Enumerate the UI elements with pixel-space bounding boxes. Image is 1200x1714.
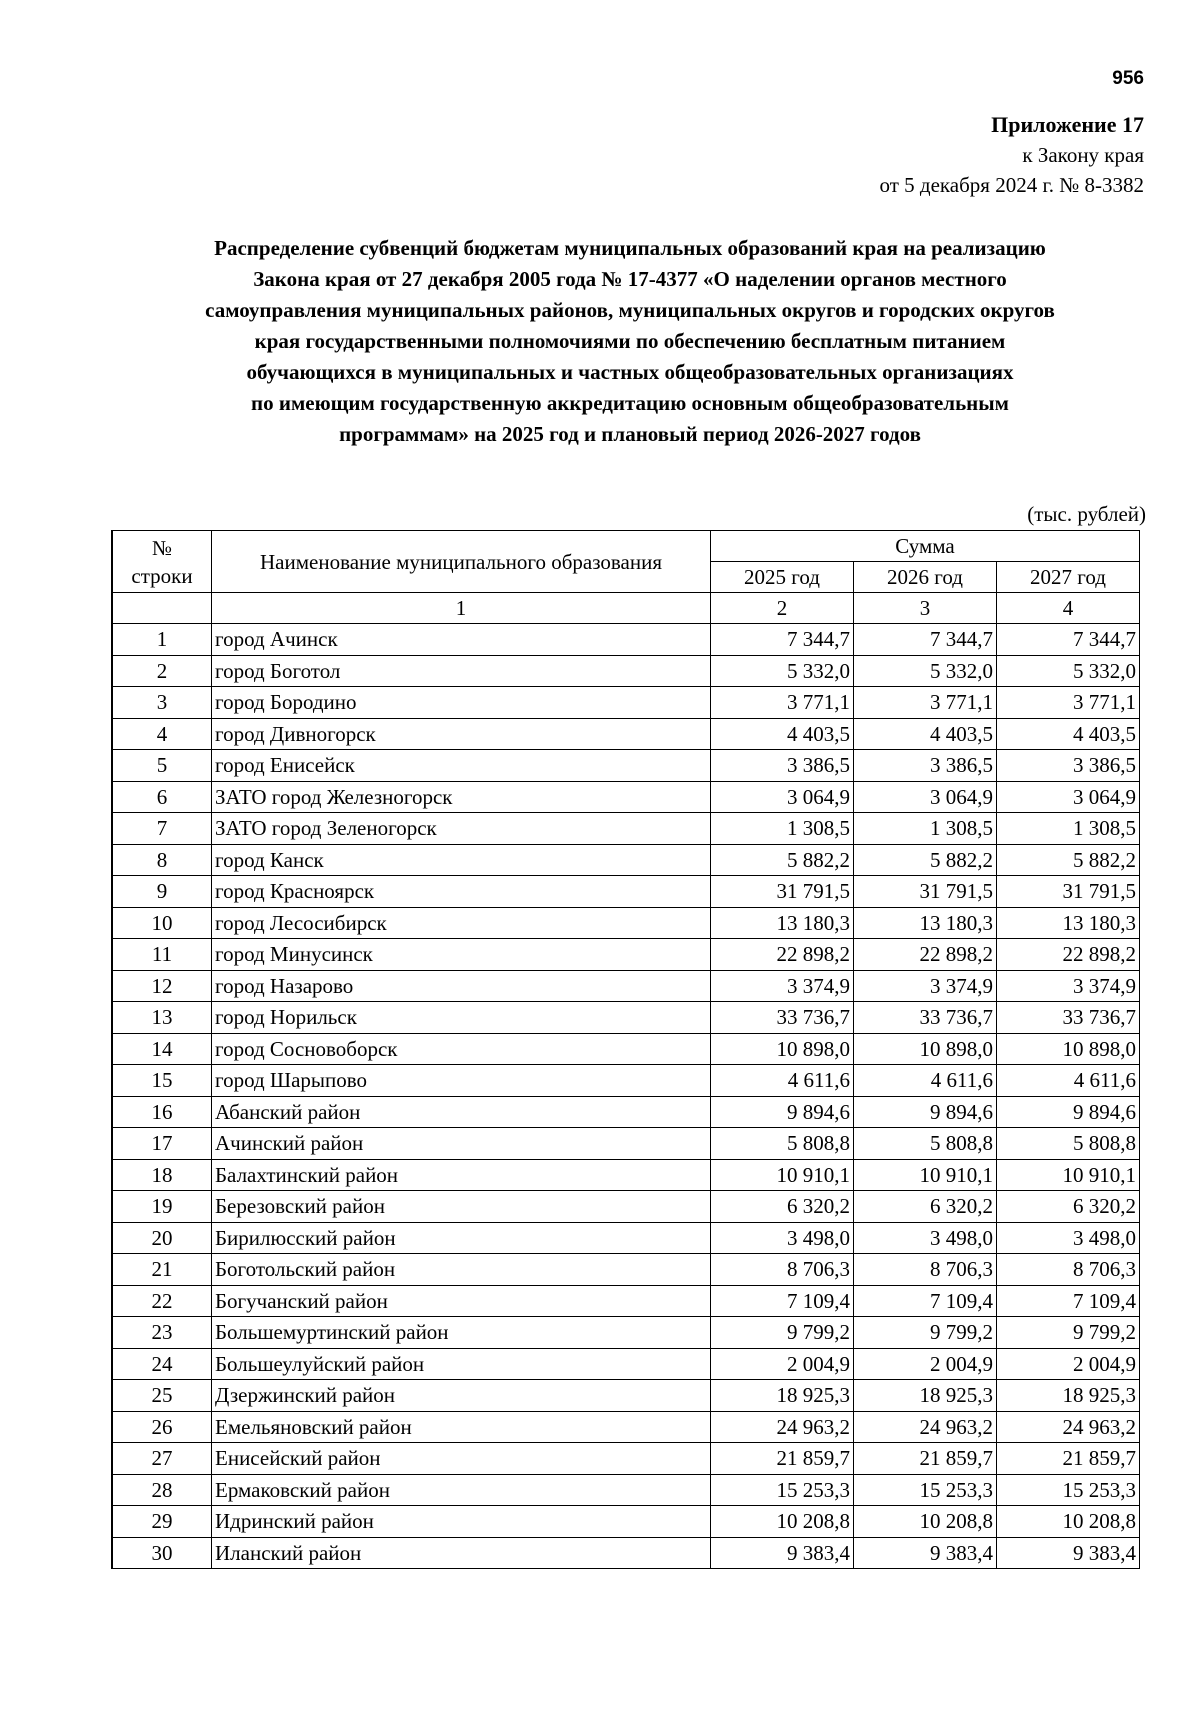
value-2026-cell: 6 320,2	[854, 1191, 997, 1223]
value-2027-cell: 13 180,3	[997, 907, 1140, 939]
value-2026-cell: 7 344,7	[854, 624, 997, 656]
table-row	[112, 1317, 1140, 1349]
header-num-word: строки	[131, 563, 193, 588]
document-title-line: самоуправления муниципальных районов, муниципальных округов и городских округов	[205, 298, 1055, 322]
value-2027-cell: 7 344,7	[997, 624, 1140, 656]
municipality-name-cell: город Бородино	[212, 687, 711, 719]
table-row	[112, 1443, 1140, 1475]
row-number-cell: 4	[112, 718, 212, 750]
document-title	[110, 233, 1150, 450]
municipality-name-cell: ЗАТО город Зеленогорск	[212, 813, 711, 845]
value-2025-cell: 3 386,5	[711, 750, 854, 782]
row-number-cell: 16	[112, 1096, 212, 1128]
municipality-name-cell: город Назарово	[212, 970, 711, 1002]
value-2025-cell: 5 332,0	[711, 655, 854, 687]
municipality-name-cell: город Красноярск	[212, 876, 711, 908]
value-2026-cell: 8 706,3	[854, 1254, 997, 1286]
value-2027-cell: 3 771,1	[997, 687, 1140, 719]
table-row	[112, 876, 1140, 908]
value-2026-cell: 3 498,0	[854, 1222, 997, 1254]
table-row	[112, 1285, 1140, 1317]
value-2025-cell: 7 344,7	[711, 624, 854, 656]
municipality-name-cell: Большеулуйский район	[212, 1348, 711, 1380]
table-row	[112, 718, 1140, 750]
value-2026-cell: 10 898,0	[854, 1033, 997, 1065]
value-2026-cell: 22 898,2	[854, 939, 997, 971]
value-2026-cell: 9 799,2	[854, 1317, 997, 1349]
document-title-line: Закона края от 27 декабря 2005 года № 17-4377 «О наделении органов местного	[253, 267, 1007, 291]
value-2025-cell: 1 308,5	[711, 813, 854, 845]
value-2027-cell: 3 498,0	[997, 1222, 1140, 1254]
value-2027-cell: 5 808,8	[997, 1128, 1140, 1160]
row-number-cell: 5	[112, 750, 212, 782]
value-2025-cell: 15 253,3	[711, 1474, 854, 1506]
value-2025-cell: 9 894,6	[711, 1096, 854, 1128]
row-number-cell: 29	[112, 1506, 212, 1538]
value-2025-cell: 4 403,5	[711, 718, 854, 750]
row-number-cell: 27	[112, 1443, 212, 1475]
municipality-name-cell: Дзержинский район	[212, 1380, 711, 1412]
value-2026-cell: 9 894,6	[854, 1096, 997, 1128]
header-col-2: 2	[711, 593, 854, 624]
value-2027-cell: 10 910,1	[997, 1159, 1140, 1191]
table-row	[112, 1474, 1140, 1506]
value-2027-cell: 3 386,5	[997, 750, 1140, 782]
appendix-reference	[880, 110, 1144, 200]
value-2026-cell: 3 374,9	[854, 970, 997, 1002]
row-number-cell: 1	[112, 624, 212, 656]
municipality-name-cell: Емельяновский район	[212, 1411, 711, 1443]
table-row	[112, 813, 1140, 845]
units-label: (тыс. рублей)	[1027, 502, 1146, 526]
value-2025-cell: 13 180,3	[711, 907, 854, 939]
municipality-name-cell: Абанский район	[212, 1096, 711, 1128]
value-2027-cell: 8 706,3	[997, 1254, 1140, 1286]
value-2026-cell: 3 771,1	[854, 687, 997, 719]
row-number-cell: 18	[112, 1159, 212, 1191]
value-2025-cell: 10 898,0	[711, 1033, 854, 1065]
value-2027-cell: 4 403,5	[997, 718, 1140, 750]
value-2025-cell: 5 808,8	[711, 1128, 854, 1160]
value-2025-cell: 8 706,3	[711, 1254, 854, 1286]
value-2026-cell: 4 403,5	[854, 718, 997, 750]
row-number-cell: 22	[112, 1285, 212, 1317]
value-2025-cell: 33 736,7	[711, 1002, 854, 1034]
value-2027-cell: 9 894,6	[997, 1096, 1140, 1128]
value-2025-cell: 10 208,8	[711, 1506, 854, 1538]
municipality-name-cell: город Енисейск	[212, 750, 711, 782]
value-2027-cell: 6 320,2	[997, 1191, 1140, 1223]
municipality-name-cell: Большемуртинский район	[212, 1317, 711, 1349]
value-2025-cell: 5 882,2	[711, 844, 854, 876]
value-2027-cell: 5 332,0	[997, 655, 1140, 687]
municipality-name-cell: город Сосновоборск	[212, 1033, 711, 1065]
value-2027-cell: 15 253,3	[997, 1474, 1140, 1506]
row-number-cell: 9	[112, 876, 212, 908]
table-row	[112, 1506, 1140, 1538]
value-2026-cell: 18 925,3	[854, 1380, 997, 1412]
value-2026-cell: 13 180,3	[854, 907, 997, 939]
value-2026-cell: 5 808,8	[854, 1128, 997, 1160]
table-row	[112, 1096, 1140, 1128]
municipality-name-cell: Ачинский район	[212, 1128, 711, 1160]
value-2026-cell: 3 064,9	[854, 781, 997, 813]
municipality-name-cell: город Шарыпово	[212, 1065, 711, 1097]
municipality-name-cell: Балахтинский район	[212, 1159, 711, 1191]
value-2027-cell: 10 898,0	[997, 1033, 1140, 1065]
municipality-name-cell: город Минусинск	[212, 939, 711, 971]
header-year-2026: 2026 год	[854, 562, 997, 593]
document-title-line: края государственными полномочиями по обеспечению бесплатным питанием	[254, 329, 1006, 353]
value-2027-cell: 1 308,5	[997, 813, 1140, 845]
row-number-cell: 19	[112, 1191, 212, 1223]
value-2027-cell: 5 882,2	[997, 844, 1140, 876]
value-2027-cell: 31 791,5	[997, 876, 1140, 908]
table-row	[112, 1380, 1140, 1412]
value-2026-cell: 1 308,5	[854, 813, 997, 845]
value-2026-cell: 33 736,7	[854, 1002, 997, 1034]
value-2026-cell: 15 253,3	[854, 1474, 997, 1506]
header-row-number	[112, 531, 212, 593]
subvention-table	[111, 530, 1140, 1569]
page-number: 956	[1112, 68, 1144, 89]
value-2025-cell: 7 109,4	[711, 1285, 854, 1317]
appendix-date-line: от 5 декабря 2024 г. № 8-3382	[879, 173, 1144, 197]
municipality-name-cell: Идринский район	[212, 1506, 711, 1538]
value-2027-cell: 22 898,2	[997, 939, 1140, 971]
row-number-cell: 30	[112, 1537, 212, 1569]
header-year-2025: 2025 год	[711, 562, 854, 593]
header-name: Наименование муниципального образования	[212, 531, 711, 593]
row-number-cell: 23	[112, 1317, 212, 1349]
table-row	[112, 907, 1140, 939]
header-sum: Сумма	[711, 531, 1140, 562]
value-2026-cell: 2 004,9	[854, 1348, 997, 1380]
value-2025-cell: 18 925,3	[711, 1380, 854, 1412]
table-row	[112, 1191, 1140, 1223]
value-2027-cell: 3 374,9	[997, 970, 1140, 1002]
value-2027-cell: 9 383,4	[997, 1537, 1140, 1569]
header-col-1: 1	[212, 593, 711, 624]
table-row	[112, 1033, 1140, 1065]
table-row	[112, 1537, 1140, 1569]
value-2026-cell: 5 882,2	[854, 844, 997, 876]
row-number-cell: 2	[112, 655, 212, 687]
header-col-blank	[112, 593, 212, 624]
value-2025-cell: 9 383,4	[711, 1537, 854, 1569]
value-2026-cell: 31 791,5	[854, 876, 997, 908]
municipality-name-cell: Боготольский район	[212, 1254, 711, 1286]
value-2025-cell: 3 374,9	[711, 970, 854, 1002]
header-year-2027: 2027 год	[997, 562, 1140, 593]
row-number-cell: 20	[112, 1222, 212, 1254]
row-number-cell: 10	[112, 907, 212, 939]
municipality-name-cell: Бирилюсский район	[212, 1222, 711, 1254]
municipality-name-cell: Ермаковский район	[212, 1474, 711, 1506]
table-row	[112, 624, 1140, 656]
table-row	[112, 1159, 1140, 1191]
value-2026-cell: 10 208,8	[854, 1506, 997, 1538]
row-number-cell: 6	[112, 781, 212, 813]
value-2026-cell: 24 963,2	[854, 1411, 997, 1443]
table-row	[112, 970, 1140, 1002]
table-row	[112, 781, 1140, 813]
header-col-3: 3	[854, 593, 997, 624]
municipality-name-cell: город Канск	[212, 844, 711, 876]
value-2025-cell: 3 771,1	[711, 687, 854, 719]
row-number-cell: 12	[112, 970, 212, 1002]
value-2025-cell: 3 498,0	[711, 1222, 854, 1254]
table-row	[112, 1222, 1140, 1254]
table-row	[112, 1065, 1140, 1097]
row-number-cell: 17	[112, 1128, 212, 1160]
row-number-cell: 21	[112, 1254, 212, 1286]
table-row	[112, 1002, 1140, 1034]
value-2025-cell: 2 004,9	[711, 1348, 854, 1380]
value-2025-cell: 22 898,2	[711, 939, 854, 971]
row-number-cell: 8	[112, 844, 212, 876]
row-number-cell: 7	[112, 813, 212, 845]
value-2026-cell: 7 109,4	[854, 1285, 997, 1317]
table-row	[112, 1348, 1140, 1380]
value-2027-cell: 3 064,9	[997, 781, 1140, 813]
table-row	[112, 1128, 1140, 1160]
municipality-name-cell: Енисейский район	[212, 1443, 711, 1475]
row-number-cell: 11	[112, 939, 212, 971]
value-2027-cell: 21 859,7	[997, 1443, 1140, 1475]
value-2025-cell: 6 320,2	[711, 1191, 854, 1223]
municipality-name-cell: ЗАТО город Железногорск	[212, 781, 711, 813]
municipality-name-cell: Иланский район	[212, 1537, 711, 1569]
document-title-line: Распределение субвенций бюджетам муниципальных образований края на реализацию	[214, 236, 1046, 260]
value-2027-cell: 2 004,9	[997, 1348, 1140, 1380]
municipality-name-cell: Березовский район	[212, 1191, 711, 1223]
municipality-name-cell: город Боготол	[212, 655, 711, 687]
header-num-sign: №	[151, 535, 173, 560]
value-2027-cell: 7 109,4	[997, 1285, 1140, 1317]
value-2026-cell: 5 332,0	[854, 655, 997, 687]
municipality-name-cell: город Дивногорск	[212, 718, 711, 750]
row-number-cell: 14	[112, 1033, 212, 1065]
row-number-cell: 26	[112, 1411, 212, 1443]
row-number-cell: 13	[112, 1002, 212, 1034]
value-2027-cell: 24 963,2	[997, 1411, 1140, 1443]
value-2027-cell: 9 799,2	[997, 1317, 1140, 1349]
municipality-name-cell: Богучанский район	[212, 1285, 711, 1317]
value-2025-cell: 24 963,2	[711, 1411, 854, 1443]
value-2026-cell: 21 859,7	[854, 1443, 997, 1475]
municipality-name-cell: город Норильск	[212, 1002, 711, 1034]
value-2025-cell: 3 064,9	[711, 781, 854, 813]
appendix-law-line: к Закону края	[1022, 143, 1144, 167]
appendix-title: Приложение 17	[991, 112, 1144, 137]
header-col-4: 4	[997, 593, 1140, 624]
value-2026-cell: 3 386,5	[854, 750, 997, 782]
document-title-line: по имеющим государственную аккредитацию основным общеобразовательным	[251, 391, 1009, 415]
municipality-name-cell: город Ачинск	[212, 624, 711, 656]
value-2025-cell: 9 799,2	[711, 1317, 854, 1349]
row-number-cell: 15	[112, 1065, 212, 1097]
value-2026-cell: 10 910,1	[854, 1159, 997, 1191]
municipality-name-cell: город Лесосибирск	[212, 907, 711, 939]
table-row	[112, 655, 1140, 687]
table-row	[112, 687, 1140, 719]
value-2025-cell: 21 859,7	[711, 1443, 854, 1475]
value-2027-cell: 4 611,6	[997, 1065, 1140, 1097]
value-2025-cell: 10 910,1	[711, 1159, 854, 1191]
value-2027-cell: 10 208,8	[997, 1506, 1140, 1538]
value-2026-cell: 9 383,4	[854, 1537, 997, 1569]
value-2025-cell: 4 611,6	[711, 1065, 854, 1097]
value-2025-cell: 31 791,5	[711, 876, 854, 908]
row-number-cell: 3	[112, 687, 212, 719]
document-title-line: обучающихся в муниципальных и частных общеобразовательных организациях	[246, 360, 1014, 384]
table-row	[112, 844, 1140, 876]
row-number-cell: 28	[112, 1474, 212, 1506]
row-number-cell: 24	[112, 1348, 212, 1380]
table-row	[112, 1254, 1140, 1286]
value-2027-cell: 33 736,7	[997, 1002, 1140, 1034]
value-2027-cell: 18 925,3	[997, 1380, 1140, 1412]
table-row	[112, 1411, 1140, 1443]
table-row	[112, 750, 1140, 782]
row-number-cell: 25	[112, 1380, 212, 1412]
document-title-line: программам» на 2025 год и плановый период 2026-2027 годов	[339, 422, 921, 446]
value-2026-cell: 4 611,6	[854, 1065, 997, 1097]
table-row	[112, 939, 1140, 971]
